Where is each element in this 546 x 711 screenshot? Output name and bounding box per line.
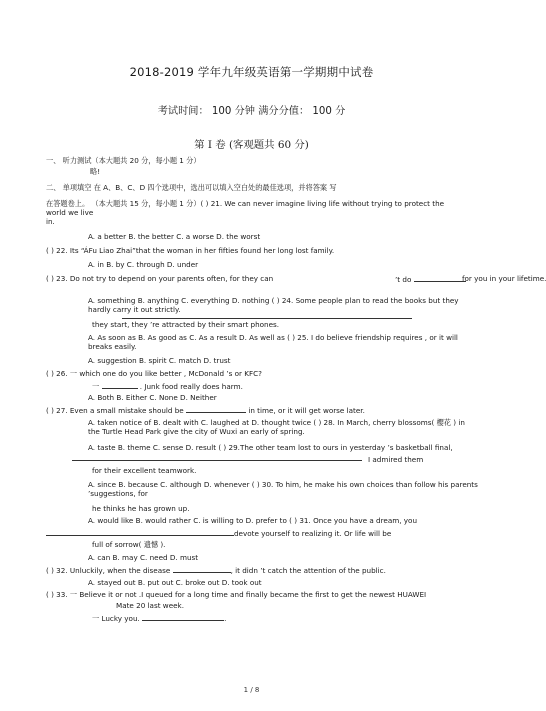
- q23-options-q24: A. something B. anything C. everything D. nothing ( ) 24. Some people plan to read the books but they hardly carry it out strictly.: [88, 296, 459, 314]
- q31-line: [46, 528, 391, 538]
- section-two-heading: 二、 单项填空 在 A、B、C、D 四个选项中，选出可以填入空白处的最佳选项，并将答案 写: [46, 183, 337, 192]
- q23-stem-mid: [395, 274, 466, 284]
- q29-continuation: I admired them: [368, 455, 424, 464]
- q23-text-cant: ’t do: [395, 275, 412, 284]
- q29-options-q30: A. since B. because C. although D. whenever ( ) 30. To him, he make his own choices than follow his parents ’suggestions, for: [88, 480, 478, 498]
- q26-blank: [102, 381, 138, 389]
- q30-continuation: he thinks he has grown up.: [92, 504, 190, 513]
- q31-blank: [46, 528, 234, 536]
- q24-continuation: they start, they ’re attracted by their smart phones.: [92, 320, 280, 329]
- q21-options: A. a better B. the better C. a worse D. the worst: [88, 232, 261, 241]
- q28-options-q29: A. taste B. theme C. sense D. result ( ) 29.The other team lost to ours in yesterday ’s basketball final,: [88, 443, 453, 452]
- part-heading: 第 Ⅰ 卷 (客观题共 60 分): [194, 139, 309, 151]
- q23-stem-end: for you in your lifetime.: [462, 274, 546, 283]
- q24-options-q25: A. As soon as B. As good as C. As a result D. As well as ( ) 25. I do believe friendship requires , or it will breaks easily.: [88, 333, 458, 351]
- q33-continuation: Mate 20 last week.: [116, 601, 184, 610]
- q27-options-q28: A. taken notice of B. dealt with C. laughed at D. thought twice ( ) 28. In March, cherry blossoms( 樱花 ) in the Turtle Head Park give the city of Wuxi an early of spring.: [88, 418, 465, 436]
- q32-stem: [46, 565, 386, 575]
- q31-continuation: full of sorrow( 遗憾 ).: [92, 540, 166, 549]
- q33-reply-text: 一 Lucky you.: [92, 614, 140, 623]
- q26-dialog-text: . Junk food really does harm.: [139, 382, 243, 391]
- q26-stem: ( ) 26. 一 which one do you like better , McDonald ’s or KFC?: [46, 369, 262, 378]
- q27-stem: [46, 405, 365, 415]
- q26-dialog: [92, 381, 243, 391]
- q21-continuation: in.: [46, 217, 55, 226]
- exam-subtitle: 考试时间： 100 分钟 满分分值： 100 分: [157, 106, 346, 117]
- q32-text-start: ( ) 32. Unluckily, when the disease: [46, 566, 171, 575]
- q25-options: A. suggestion B. spirit C. match D. trust: [88, 356, 231, 365]
- q23-stem: ( ) 23. Do not try to depend on your parents often, for they can: [46, 274, 274, 283]
- q27-text-end: in time, or it will get worse later.: [248, 406, 365, 415]
- q23-blank: [414, 274, 466, 282]
- q30-options-q31: A. would like B. would rather C. is willing to D. prefer to ( ) 31. Once you have a dream, you: [88, 516, 417, 525]
- q33-period: .: [224, 614, 227, 623]
- section-two-intro-q21: 在答题卷上。 （本大题共 15 分，每小题 1 分）( ) 21. We can never imagine living life without trying to protect the world we live: [46, 199, 445, 217]
- page-number: 1 / 8: [243, 686, 260, 694]
- q27-text-start: ( ) 27. Even a small mistake should be: [46, 406, 184, 415]
- q22-options: A. in B. by C. through D. under: [88, 260, 199, 269]
- q29-continuation-2: for their excellent teamwork.: [92, 466, 197, 475]
- q26-dash: 一: [92, 382, 100, 391]
- q33-reply: [92, 613, 226, 623]
- section-one-note: 略!: [90, 167, 101, 176]
- q31-text: devote yourself to realizing it. Or life will be: [234, 529, 392, 538]
- q32-text-end: , it didn ’t catch the attention of the public.: [230, 566, 386, 575]
- q32-options: A. stayed out B. put out C. broke out D. took out: [88, 578, 262, 587]
- q32-blank: [173, 565, 231, 573]
- q26-options: A. Both B. Either C. None D. Neither: [88, 393, 217, 402]
- exam-title: 2018-2019 学年九年级英语第一学期期中试卷: [129, 65, 374, 79]
- q33-blank: [142, 613, 227, 623]
- q29-blank: [72, 453, 362, 461]
- q31-options: A. can B. may C. need D. must: [88, 553, 199, 562]
- q33-stem: ( ) 33. 一 Believe it or not .I queued for a long time and finally became the first to get the newest HUAWEI: [46, 590, 427, 599]
- q24-blank: [122, 311, 412, 319]
- section-one-heading: 一、 听力测试（本大题共 20 分，每小题 1 分）: [46, 156, 201, 165]
- q27-blank: [186, 405, 246, 413]
- q22-stem: ( ) 22. Its “ÁFu Liao Zhai”that the woman in her fifties found her long lost family.: [46, 246, 335, 255]
